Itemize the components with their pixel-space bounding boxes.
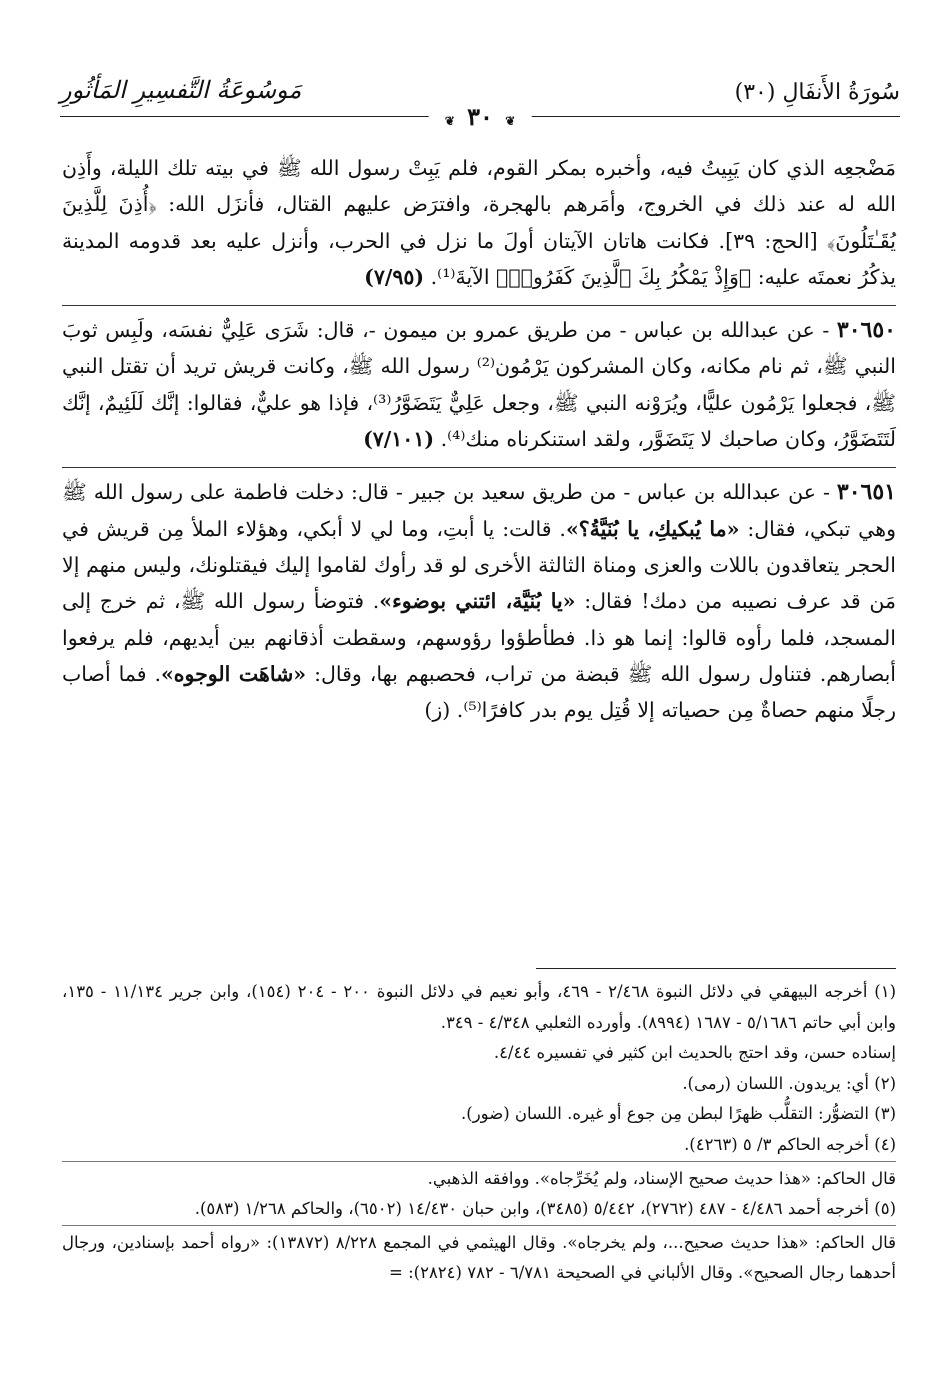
entry-text: . قالت: يا أبتِ، وما لي لا أبكي، وهؤلاء الملأ مِن قريش في الحجر يتعاقدون باللات والعزى ومناة الثالثة الأخرى لو قد رأوك لقاموا إليك فيقتلونك، وليس منهم إلا مَن قد عرف نصيبه من دمك! فقال: [62,516,896,614]
paragraph-continuation [62,150,896,295]
hadith-quote: «شاهَت الوجوه» [160,661,307,686]
footnote-5: (٥) أخرجه أحمد ٤/٤٨٦ - ٤٨٧ (٢٧٦٢)، ٥/٤٤٢ (٣٤٨٥)، وابن حبان ١٤/٤٣٠ (٦٥٠٢)، والحاكم ١/٢٦٨ (٥٨٣). [194,1199,896,1219]
entry-number: ٣٠٦٥١ [836,479,896,506]
source-code: (ز) [424,698,451,723]
paragraph-text: مَضْجعِه الذي كان يَبِيتُ فيه، وأخبره بمكر القوم، فلم يَبِتْ رسول الله ﷺ في بيته تلك الليلة، وأَذِن الله له عند ذلك في الخروج، وأمَرهم بالهجرة، وافترَض عليهم القتال، فأنزَل الله: ﴿أُذِنَ لِلَّذِينَ يُقَـٰتَلُونَ﴾ [الحج: ٣٩]. فكانت هاتان الآيتان أولَ ما نزل في الحرب، وأنزل عليه بعد قدومه المدينة يذكُرُ نعمتَه عليه: ﴿وَإِذْ يَمْكُرُ بِكَ ٱلَّذِينَ كَفَرُوا۟﴾ الآيةَ⁽¹⁾. [62,156,896,289]
footnote-1: (١) أخرجه البيهقي في دلائل النبوة ٢/٤٦٨ - ٤٦٩، وأبو نعيم في دلائل النبوة ٢٠٠ - ٢٠٤ (١٥٤)، وابن جرير ١١/١٣٤ - ١٣٥، وابن أبي حاتم ٥/١٦٨٦ - ١٦٨٧ (٨٩٩٤). وأورده الثعلبي ٤/٣٤٨ - ٣٤٩. [62,982,896,1032]
footnotes [62,968,896,1289]
volume-reference: (٧/١٠١) [363,427,435,452]
footnote-rule [536,968,896,969]
surah-title: سُورَةُ الأَنفَالِ (٣٠) [734,80,900,105]
entry-text: . فتوضأ رسول الله ﷺ، ثم خرج إلى المسجد، فلما رأوه قالوا: إنما هو ذا. فطأطؤوا رؤوسهم، وسقطت أذقانهم بين أيديهم، فلم يرفعوا أبصارهم. فتناول رسول الله ﷺ قبضة من تراب، فحصبهم بها، وقال: [62,589,896,686]
hadith-quote: «ما يُبكيكِ، يا بُنَيَّةُ؟» [565,516,740,541]
volume-reference: (٧/٩٥) [364,264,425,289]
footnote-4-note: قال الحاكم: «هذا حديث صحيح الإسناد، ولم يُخَرِّجاه». ووافقه الذهبي. [62,1161,896,1195]
footnote-5-note: قال الحاكم: «هذا حديث صحيح...، ولم يخرجاه». وقال الهيثمي في المجمع ٨/٢٢٨ (١٣٨٧٢): «رواه أحمد بإسنادين، ورجال أحدهما رجال الصحيح». وقال الألباني في الصحيحة ٦/٧٨١ - ٧٨٢ (٢٨٢٤): = [62,1225,896,1289]
entry-text: . فما أصاب رجلًا منهم حصاةٌ مِن حصياته إلا قُتِل يوم بدر كافرًا⁽⁵⁾. [62,661,896,723]
hadith-quote: «يا بُنَيَّة، ائتني بوضوء» [379,589,576,614]
page-header [60,68,900,138]
footnote-3: (٣) التضوُّر: التقلُّب ظهرًا لبطن مِن جوع أو غيره. اللسان (ضور). [461,1104,896,1124]
page-number: ٣٠ [467,102,493,131]
footnote-2: (٢) أي: يريدون. اللسان (رمى). [682,1073,896,1093]
page-number-block [429,102,532,131]
footnote-1-note: إسناده حسن، وقد احتج بالحديث ابن كثير في تفسيره ٤/٤٤. [493,1043,896,1063]
ornament-icon: ❦ [444,114,455,128]
entry-30650 [62,305,896,457]
book-title: مَوسُوعَةُ التَّفسِيرِ المَأثُورِ [60,76,302,104]
entry-number: ٣٠٦٥٠ [836,317,896,344]
entry-30651 [62,467,896,728]
main-text [62,150,896,728]
entry-text: - عن عبدالله بن عباس - من طريق سعيد بن جبير - قال: دخلت فاطمة على رسول الله ﷺ وهي تبكي، فقال: [62,480,896,541]
entry-text: - عن عبدالله بن عباس - من طريق عمرو بن ميمون -، قال: شَرَى عَلِيٌّ نفسَه، ولَبِس ثوبَ النبي ﷺ، ثم نام مكانه، وكان المشركون يَرْمُون⁽²⁾ رسول الله ﷺ، وكانت قريش تريد أن تقتل النبي ﷺ، فجعلوا يَرْمُون عليًّا، ويُرَوْنه النبي ﷺ، وجعل عَلِيٌّ يَتَضَوَّرُ⁽³⁾، فإذا هو عليٌّ، فقالوا: إنَّك لَلَئِيمٌ، إنَّك لَتَتَضَوَّرُ، وكان صاحبك لا يَتَضَوَّر، ولقد استنكرناه منك⁽⁴⁾. [62,318,896,452]
footnote-4: (٤) أخرجه الحاكم ٣/ ٥ (٤٢٦٣). [684,1134,896,1154]
ornament-icon: ❦ [505,114,516,128]
